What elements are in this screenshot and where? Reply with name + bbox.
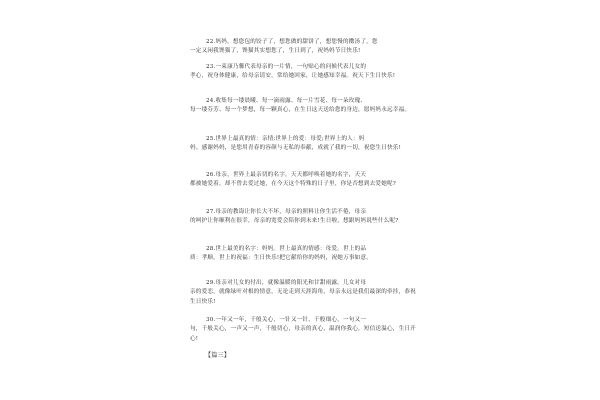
wish-entry-27 bbox=[190, 208, 418, 227]
entry-continuation: 句，千般关心，一声又一声，千般切心，母亲的真心，温润你我心，短信送温心，生日开心! bbox=[190, 326, 416, 342]
entry-first-line: 30.一年又一年，千般关心，一针又一针，千般细心，一句又一 bbox=[206, 317, 367, 323]
section-heading: 【篇三】 bbox=[205, 352, 231, 359]
wish-entry-29 bbox=[190, 279, 418, 307]
wish-entry-23 bbox=[190, 63, 418, 82]
entry-continuation: 都被她爱着，却不曾去爱过她，在今天这个特殊的日子里，你是否想到去爱她呢? bbox=[190, 181, 396, 188]
entry-continuation: 每一缕芬芳、每一个梦想，每一颗真心，在生日这天送给您的身边，愿妈妈永远幸福。 bbox=[190, 107, 411, 114]
entry-first-line: 25.世界上最真的情：亲情;世界上的爱：母爱;世界上的人：妈 bbox=[206, 136, 365, 142]
entry-continuation: 孝心，祝身体健康，给母亲请安，常给她回家，让她感知幸福。祝天下生日快乐! bbox=[190, 73, 396, 80]
entry-continuation: 亲的爱恋，就像绿叶对根的情意，无论走到天涯海角，母亲永远是我们最深的牵挂，恭祝生日快乐! bbox=[190, 289, 416, 305]
entry-first-line: 27.母亲的教诲让你长大不坏，母亲的照料让你生活不倦，母亲 bbox=[206, 209, 367, 215]
entry-first-line: 28.世上最美的名字：妈妈。世上最真的情感：母爱。世上的品 bbox=[206, 246, 367, 252]
entry-continuation: 质：孝顺。世上的祝福：生日快乐!把它献给你的妈妈，祝她万事如意。 bbox=[190, 255, 373, 262]
entry-continuation: 妈。感谢妈妈，是您用青春的容颜与无私的奉献，成就了我的一切，祝您生日快乐! bbox=[190, 145, 402, 152]
entry-first-line: 23.一束康乃馨代表母亲的一片情，一句贴心的问候代表儿女的 bbox=[206, 64, 367, 70]
entry-first-line: 26.母亲，世界上最亲切的名字，天天都呼唤着她的名字，天天 bbox=[206, 172, 367, 178]
entry-first-line: 29.母亲对儿女的付出，就像温暖的阳光和甘甜雨露。儿女对母 bbox=[206, 280, 367, 286]
wish-entry-26 bbox=[190, 171, 418, 190]
entry-continuation: 一定又闲我馋猫了，馋猫其实想您了，生日到了，祝妈妈节日快乐! bbox=[190, 48, 361, 55]
wish-entry-28 bbox=[190, 245, 418, 264]
wish-entry-25 bbox=[190, 135, 418, 154]
wish-entry-22 bbox=[190, 38, 418, 57]
wish-entry-30 bbox=[190, 316, 418, 344]
wish-entry-24 bbox=[190, 97, 418, 116]
entry-continuation: 的呵护让你顺利在很幸，母亲的宽爱会陪你到未来!生日啦，想跟妈妈说些什么呢? bbox=[190, 218, 399, 225]
entry-first-line: 24.收集每一缕晨曦、每一滴雨露、每一片雪花、每一朵玫瑰、 bbox=[206, 98, 367, 104]
entry-first-line: 22.妈妈，想您包的饺子了，想您做的甜饼了，想您慢的擞汤了，您 bbox=[206, 39, 378, 45]
